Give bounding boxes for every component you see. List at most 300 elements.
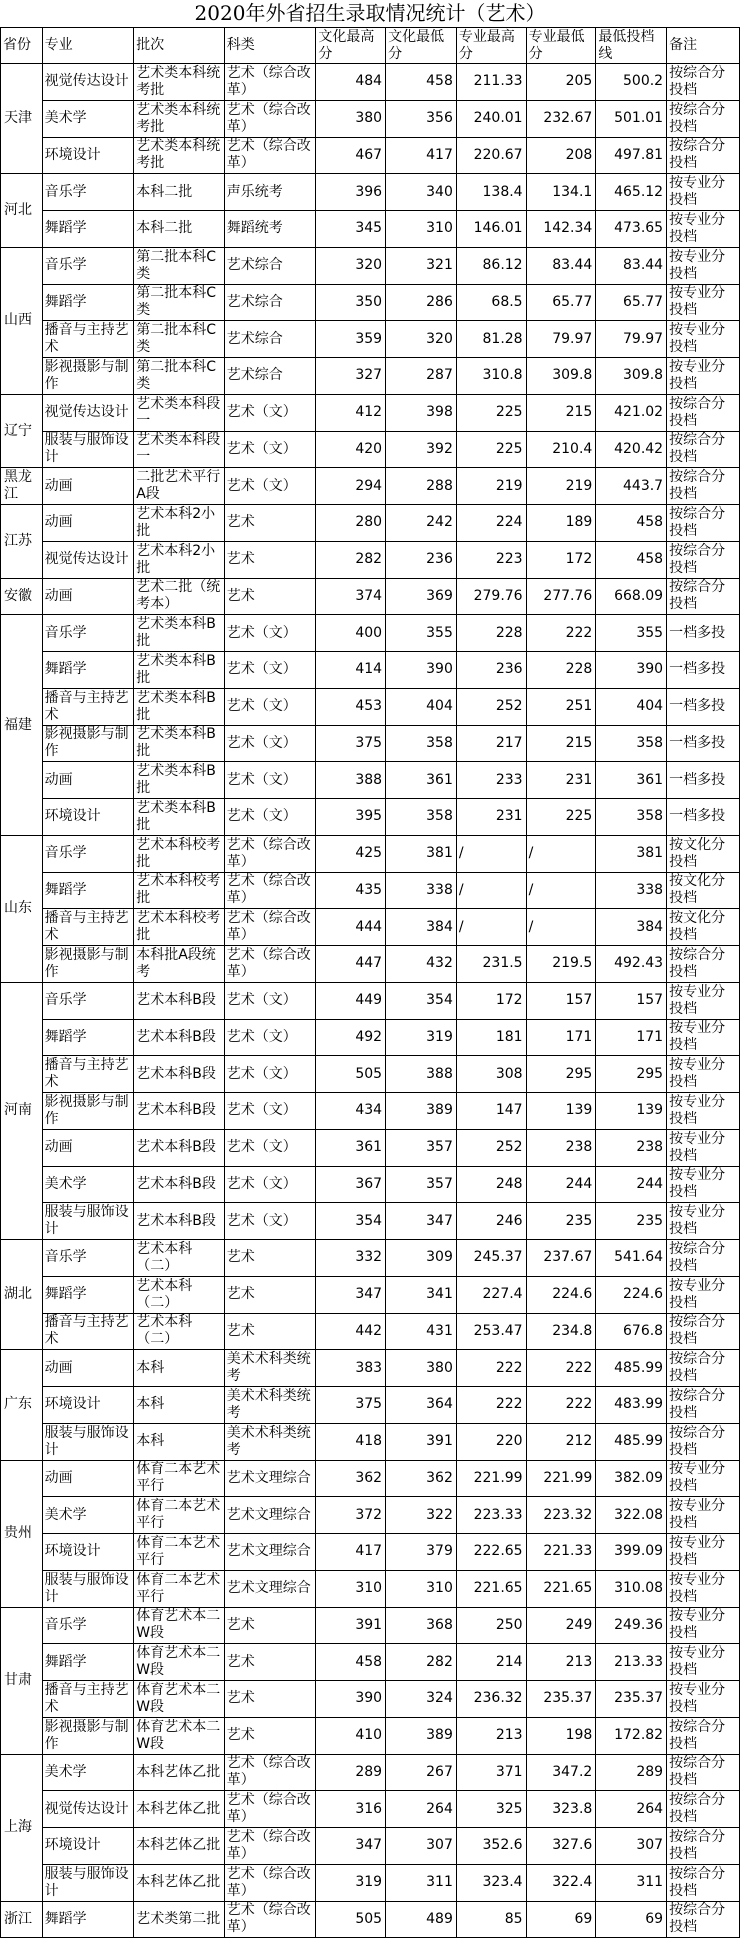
remark-cell: 一档多投 <box>667 762 740 799</box>
table-row <box>1 1754 740 1791</box>
major-min-cell: 69 <box>526 1901 596 1938</box>
batch-cell: 艺术本科B段 <box>134 1019 225 1056</box>
remark-cell: 按综合分投档 <box>667 578 740 615</box>
province-cell: 山西 <box>1 247 43 394</box>
remark-cell: 按专业分投档 <box>667 211 740 248</box>
major-min-cell: 142.34 <box>526 211 596 248</box>
min-line-cell: 485.99 <box>596 1350 667 1387</box>
major-min-cell: 134.1 <box>526 174 596 211</box>
major-cell: 舞蹈学 <box>42 872 134 909</box>
major-cell: 影视摄影与制作 <box>42 358 134 395</box>
min-line-cell: 465.12 <box>596 174 667 211</box>
major-max-cell: 68.5 <box>456 284 526 321</box>
min-line-cell: 235 <box>596 1203 667 1240</box>
batch-cell: 本科艺体乙批 <box>134 1791 225 1828</box>
province-cell: 天津 <box>1 64 43 174</box>
culture-max-cell: 417 <box>316 1534 386 1571</box>
table-row <box>1 1497 740 1534</box>
table-row <box>1 1166 740 1203</box>
culture-max-cell: 367 <box>316 1166 386 1203</box>
major-cell: 动画 <box>42 762 134 799</box>
min-line-cell: 390 <box>596 652 667 689</box>
culture-max-cell: 280 <box>316 505 386 542</box>
category-cell: 艺术（综合改革） <box>224 872 316 909</box>
min-line-cell: 249.36 <box>596 1607 667 1644</box>
culture-min-cell: 381 <box>386 835 457 872</box>
table-row <box>1 1240 740 1277</box>
category-cell: 艺术 <box>224 578 316 615</box>
major-min-cell: 224.6 <box>526 1276 596 1313</box>
culture-max-cell: 319 <box>316 1864 386 1901</box>
culture-min-cell: 417 <box>386 137 457 174</box>
remark-cell: 按专业分投档 <box>667 1203 740 1240</box>
batch-cell: 艺术类本科B批 <box>134 615 225 652</box>
remark-cell: 按综合分投档 <box>667 137 740 174</box>
table-row <box>1 1534 740 1571</box>
batch-cell: 艺术本科2小批 <box>134 541 225 578</box>
major-cell: 音乐学 <box>42 247 134 284</box>
table-row <box>1 174 740 211</box>
major-max-cell: 252 <box>456 688 526 725</box>
major-cell: 播音与主持艺术 <box>42 688 134 725</box>
category-cell: 舞蹈统考 <box>224 211 316 248</box>
category-cell: 艺术（综合改革） <box>224 946 316 983</box>
batch-cell: 本科 <box>134 1423 225 1460</box>
batch-cell: 艺术类本科B批 <box>134 762 225 799</box>
major-max-cell: 310.8 <box>456 358 526 395</box>
table-row <box>1 1460 740 1497</box>
table-row <box>1 1423 740 1460</box>
category-cell: 艺术 <box>224 1276 316 1313</box>
category-cell: 艺术 <box>224 505 316 542</box>
major-min-cell: 79.97 <box>526 321 596 358</box>
min-line-cell: 473.65 <box>596 211 667 248</box>
major-max-cell: 222 <box>456 1387 526 1424</box>
culture-min-cell: 341 <box>386 1276 457 1313</box>
table-row <box>1 1093 740 1130</box>
table-row <box>1 541 740 578</box>
min-line-cell: 358 <box>596 725 667 762</box>
category-cell: 艺术（文） <box>224 1203 316 1240</box>
major-min-cell: / <box>526 835 596 872</box>
batch-cell: 艺术本科（二） <box>134 1240 225 1277</box>
major-cell: 舞蹈学 <box>42 284 134 321</box>
major-cell: 动画 <box>42 1460 134 1497</box>
table-row <box>1 872 740 909</box>
batch-cell: 艺术本科校考批 <box>134 909 225 946</box>
remark-cell: 按综合分投档 <box>667 1828 740 1865</box>
min-line-cell: 310.08 <box>596 1570 667 1607</box>
major-max-cell: 236 <box>456 652 526 689</box>
batch-cell: 本科二批 <box>134 174 225 211</box>
category-cell: 声乐统考 <box>224 174 316 211</box>
culture-min-cell: 340 <box>386 174 457 211</box>
category-cell: 艺术（综合改革） <box>224 137 316 174</box>
culture-max-cell: 388 <box>316 762 386 799</box>
major-cell: 播音与主持艺术 <box>42 321 134 358</box>
major-min-cell: 212 <box>526 1423 596 1460</box>
batch-cell: 艺术本科B段 <box>134 982 225 1019</box>
remark-cell: 按综合分投档 <box>667 431 740 468</box>
table-row <box>1 725 740 762</box>
min-line-cell: 264 <box>596 1791 667 1828</box>
culture-max-cell: 350 <box>316 284 386 321</box>
remark-cell: 按综合分投档 <box>667 505 740 542</box>
culture-max-cell: 359 <box>316 321 386 358</box>
batch-cell: 艺术本科B段 <box>134 1203 225 1240</box>
major-max-cell: 146.01 <box>456 211 526 248</box>
batch-cell: 艺术本科B段 <box>134 1056 225 1093</box>
culture-max-cell: 449 <box>316 982 386 1019</box>
major-max-cell: 227.4 <box>456 1276 526 1313</box>
province-cell: 甘肃 <box>1 1607 43 1754</box>
major-cell: 动画 <box>42 1350 134 1387</box>
culture-min-cell: 324 <box>386 1681 457 1718</box>
culture-max-cell: 310 <box>316 1570 386 1607</box>
major-cell: 美术学 <box>42 1166 134 1203</box>
major-min-cell: 222 <box>526 615 596 652</box>
table-row <box>1 1387 740 1424</box>
culture-max-cell: 396 <box>316 174 386 211</box>
culture-max-cell: 316 <box>316 1791 386 1828</box>
remark-cell: 按综合分投档 <box>667 1240 740 1277</box>
culture-min-cell: 364 <box>386 1387 457 1424</box>
category-cell: 艺术（文） <box>224 1093 316 1130</box>
min-line-cell: 361 <box>596 762 667 799</box>
table-row <box>1 652 740 689</box>
major-cell: 动画 <box>42 468 134 505</box>
category-cell: 艺术（文） <box>224 1166 316 1203</box>
min-line-cell: 311 <box>596 1864 667 1901</box>
culture-max-cell: 374 <box>316 578 386 615</box>
table-row <box>1 1313 740 1350</box>
province-cell: 湖北 <box>1 1240 43 1350</box>
category-cell: 艺术 <box>224 1607 316 1644</box>
batch-cell: 本科艺体乙批 <box>134 1828 225 1865</box>
major-cell: 环境设计 <box>42 1534 134 1571</box>
remark-cell: 按综合分投档 <box>667 1754 740 1791</box>
category-cell: 艺术（综合改革） <box>224 1864 316 1901</box>
remark-cell: 按专业分投档 <box>667 1644 740 1681</box>
min-line-cell: 501.01 <box>596 100 667 137</box>
province-cell: 广东 <box>1 1350 43 1460</box>
table-row <box>1 1681 740 1718</box>
major-cell: 影视摄影与制作 <box>42 946 134 983</box>
batch-cell: 体育艺术本二W段 <box>134 1644 225 1681</box>
major-cell: 舞蹈学 <box>42 652 134 689</box>
major-cell: 播音与主持艺术 <box>42 1313 134 1350</box>
major-cell: 舞蹈学 <box>42 211 134 248</box>
min-line-cell: 381 <box>596 835 667 872</box>
category-cell: 艺术（文） <box>224 468 316 505</box>
major-min-cell: 295 <box>526 1056 596 1093</box>
remark-cell: 按专业分投档 <box>667 174 740 211</box>
major-cell: 服装与服饰设计 <box>42 431 134 468</box>
major-cell: 音乐学 <box>42 615 134 652</box>
major-min-cell: 219.5 <box>526 946 596 983</box>
category-cell: 艺术（综合改革） <box>224 1754 316 1791</box>
major-cell: 美术学 <box>42 1754 134 1791</box>
remark-cell: 按专业分投档 <box>667 1093 740 1130</box>
category-cell: 艺术文理综合 <box>224 1460 316 1497</box>
culture-max-cell: 347 <box>316 1828 386 1865</box>
table-row <box>1 1570 740 1607</box>
culture-min-cell: 390 <box>386 652 457 689</box>
culture-max-cell: 400 <box>316 615 386 652</box>
table-row <box>1 431 740 468</box>
table-title: 2020年外省招生录取情况统计（艺术） <box>194 1 546 25</box>
category-cell: 艺术 <box>224 1240 316 1277</box>
major-max-cell: 253.47 <box>456 1313 526 1350</box>
culture-min-cell: 264 <box>386 1791 457 1828</box>
major-min-cell: 222 <box>526 1387 596 1424</box>
major-min-cell: 139 <box>526 1093 596 1130</box>
remark-cell: 按专业分投档 <box>667 1276 740 1313</box>
min-line-cell: 295 <box>596 1056 667 1093</box>
batch-cell: 二批艺术平行A段 <box>134 468 225 505</box>
category-cell: 美术术科类统考 <box>224 1387 316 1424</box>
table-row <box>1 64 740 101</box>
remark-cell: 按综合分投档 <box>667 1717 740 1754</box>
major-min-cell: 222 <box>526 1350 596 1387</box>
major-cell: 播音与主持艺术 <box>42 1056 134 1093</box>
culture-max-cell: 332 <box>316 1240 386 1277</box>
table-row <box>1 578 740 615</box>
major-min-cell: / <box>526 872 596 909</box>
min-line-cell: 541.64 <box>596 1240 667 1277</box>
header-min-line: 最低投档线 <box>596 28 667 64</box>
remark-cell: 按综合分投档 <box>667 1864 740 1901</box>
category-cell: 艺术（综合改革） <box>224 909 316 946</box>
culture-max-cell: 372 <box>316 1497 386 1534</box>
batch-cell: 第二批本科C类 <box>134 284 225 321</box>
batch-cell: 体育艺术本二W段 <box>134 1607 225 1644</box>
major-max-cell: 214 <box>456 1644 526 1681</box>
min-line-cell: 358 <box>596 799 667 836</box>
table-row <box>1 284 740 321</box>
category-cell: 艺术（文） <box>224 1056 316 1093</box>
culture-min-cell: 338 <box>386 872 457 909</box>
category-cell: 艺术（文） <box>224 615 316 652</box>
table-row <box>1 688 740 725</box>
remark-cell: 一档多投 <box>667 652 740 689</box>
culture-max-cell: 420 <box>316 431 386 468</box>
category-cell: 艺术（文） <box>224 688 316 725</box>
header-category: 科类 <box>224 28 316 64</box>
major-max-cell: 250 <box>456 1607 526 1644</box>
batch-cell: 艺术类第二批 <box>134 1901 225 1938</box>
header-row <box>1 28 740 64</box>
major-min-cell: 232.67 <box>526 100 596 137</box>
culture-min-cell: 358 <box>386 799 457 836</box>
min-line-cell: 83.44 <box>596 247 667 284</box>
table-row <box>1 358 740 395</box>
table-row <box>1 1203 740 1240</box>
culture-min-cell: 287 <box>386 358 457 395</box>
major-max-cell: 220.67 <box>456 137 526 174</box>
culture-min-cell: 319 <box>386 1019 457 1056</box>
major-min-cell: 210.4 <box>526 431 596 468</box>
category-cell: 艺术 <box>224 1644 316 1681</box>
culture-max-cell: 467 <box>316 137 386 174</box>
category-cell: 艺术（文） <box>224 1019 316 1056</box>
header-major-max: 专业最高分 <box>456 28 526 64</box>
major-min-cell: 225 <box>526 799 596 836</box>
culture-min-cell: 307 <box>386 1828 457 1865</box>
batch-cell: 艺术类本科B批 <box>134 652 225 689</box>
major-cell: 服装与服饰设计 <box>42 1203 134 1240</box>
min-line-cell: 399.09 <box>596 1534 667 1571</box>
province-cell: 安徽 <box>1 578 43 615</box>
major-min-cell: 172 <box>526 541 596 578</box>
min-line-cell: 443.7 <box>596 468 667 505</box>
culture-max-cell: 505 <box>316 1901 386 1938</box>
culture-min-cell: 357 <box>386 1129 457 1166</box>
major-cell: 环境设计 <box>42 137 134 174</box>
category-cell: 艺术综合 <box>224 358 316 395</box>
major-min-cell: 277.76 <box>526 578 596 615</box>
category-cell: 艺术（综合改革） <box>224 1828 316 1865</box>
category-cell: 艺术综合 <box>224 247 316 284</box>
batch-cell: 本科 <box>134 1350 225 1387</box>
batch-cell: 艺术本科（二） <box>134 1276 225 1313</box>
major-max-cell: 221.99 <box>456 1460 526 1497</box>
category-cell: 美术术科类统考 <box>224 1423 316 1460</box>
batch-cell: 艺术类本科统考批 <box>134 137 225 174</box>
province-cell: 浙江 <box>1 1901 43 1938</box>
category-cell: 艺术文理综合 <box>224 1570 316 1607</box>
remark-cell: 按综合分投档 <box>667 394 740 431</box>
category-cell: 艺术 <box>224 541 316 578</box>
header-province: 省份 <box>1 28 43 64</box>
province-cell: 贵州 <box>1 1460 43 1607</box>
culture-max-cell: 391 <box>316 1607 386 1644</box>
table-row <box>1 1864 740 1901</box>
major-min-cell: 234.8 <box>526 1313 596 1350</box>
major-cell: 影视摄影与制作 <box>42 1093 134 1130</box>
batch-cell: 艺术二批（统考本） <box>134 578 225 615</box>
culture-min-cell: 388 <box>386 1056 457 1093</box>
category-cell: 艺术 <box>224 1717 316 1754</box>
culture-min-cell: 288 <box>386 468 457 505</box>
table-row <box>1 982 740 1019</box>
min-line-cell: 171 <box>596 1019 667 1056</box>
min-line-cell: 289 <box>596 1754 667 1791</box>
culture-max-cell: 447 <box>316 946 386 983</box>
culture-max-cell: 380 <box>316 100 386 137</box>
batch-cell: 艺术类本科段一 <box>134 394 225 431</box>
major-min-cell: 323.8 <box>526 1791 596 1828</box>
min-line-cell: 668.09 <box>596 578 667 615</box>
culture-min-cell: 321 <box>386 247 457 284</box>
min-line-cell: 309.8 <box>596 358 667 395</box>
remark-cell: 按综合分投档 <box>667 100 740 137</box>
major-cell: 音乐学 <box>42 1240 134 1277</box>
province-cell: 山东 <box>1 835 43 982</box>
remark-cell: 按专业分投档 <box>667 1460 740 1497</box>
major-max-cell: 181 <box>456 1019 526 1056</box>
culture-min-cell: 379 <box>386 1534 457 1571</box>
remark-cell: 按专业分投档 <box>667 358 740 395</box>
admission-table <box>0 27 740 1938</box>
major-max-cell: 323.4 <box>456 1864 526 1901</box>
table-row <box>1 321 740 358</box>
major-cell: 音乐学 <box>42 174 134 211</box>
culture-min-cell: 311 <box>386 1864 457 1901</box>
culture-min-cell: 392 <box>386 431 457 468</box>
table-row <box>1 1019 740 1056</box>
culture-max-cell: 418 <box>316 1423 386 1460</box>
culture-max-cell: 320 <box>316 247 386 284</box>
culture-max-cell: 434 <box>316 1093 386 1130</box>
major-min-cell: 235.37 <box>526 1681 596 1718</box>
major-max-cell: 231 <box>456 799 526 836</box>
table-row <box>1 1056 740 1093</box>
major-max-cell: 308 <box>456 1056 526 1093</box>
batch-cell: 艺术本科（二） <box>134 1313 225 1350</box>
major-min-cell: 347.2 <box>526 1754 596 1791</box>
culture-max-cell: 354 <box>316 1203 386 1240</box>
category-cell: 艺术综合 <box>224 284 316 321</box>
category-cell: 艺术（综合改革） <box>224 1791 316 1828</box>
major-min-cell: 189 <box>526 505 596 542</box>
culture-max-cell: 327 <box>316 358 386 395</box>
major-min-cell: 157 <box>526 982 596 1019</box>
province-cell: 辽宁 <box>1 394 43 468</box>
category-cell: 艺术文理综合 <box>224 1534 316 1571</box>
culture-min-cell: 357 <box>386 1166 457 1203</box>
batch-cell: 艺术本科校考批 <box>134 872 225 909</box>
batch-cell: 艺术类本科B批 <box>134 725 225 762</box>
batch-cell: 艺术类本科段一 <box>134 431 225 468</box>
batch-cell: 本科艺体乙批 <box>134 1754 225 1791</box>
batch-cell: 艺术类本科B批 <box>134 799 225 836</box>
culture-min-cell: 356 <box>386 100 457 137</box>
major-cell: 环境设计 <box>42 1828 134 1865</box>
major-max-cell: 81.28 <box>456 321 526 358</box>
major-max-cell: 138.4 <box>456 174 526 211</box>
culture-max-cell: 375 <box>316 1387 386 1424</box>
major-max-cell: 225 <box>456 394 526 431</box>
batch-cell: 艺术类本科B批 <box>134 688 225 725</box>
batch-cell: 艺术本科2小批 <box>134 505 225 542</box>
batch-cell: 艺术本科B段 <box>134 1129 225 1166</box>
major-max-cell: 219 <box>456 468 526 505</box>
culture-max-cell: 505 <box>316 1056 386 1093</box>
major-min-cell: 251 <box>526 688 596 725</box>
major-max-cell: 240.01 <box>456 100 526 137</box>
major-max-cell: 352.6 <box>456 1828 526 1865</box>
major-cell: 播音与主持艺术 <box>42 1681 134 1718</box>
major-cell: 视觉传达设计 <box>42 394 134 431</box>
major-max-cell: 220 <box>456 1423 526 1460</box>
culture-max-cell: 362 <box>316 1460 386 1497</box>
batch-cell: 本科 <box>134 1387 225 1424</box>
batch-cell: 体育二本艺术平行 <box>134 1570 225 1607</box>
major-cell: 环境设计 <box>42 799 134 836</box>
culture-max-cell: 289 <box>316 1754 386 1791</box>
table-row <box>1 946 740 983</box>
remark-cell: 按综合分投档 <box>667 1313 740 1350</box>
culture-max-cell: 458 <box>316 1644 386 1681</box>
batch-cell: 艺术类本科统考批 <box>134 64 225 101</box>
major-max-cell: 85 <box>456 1901 526 1938</box>
culture-max-cell: 375 <box>316 725 386 762</box>
category-cell: 艺术（文） <box>224 394 316 431</box>
min-line-cell: 485.99 <box>596 1423 667 1460</box>
major-max-cell: / <box>456 909 526 946</box>
major-min-cell: 171 <box>526 1019 596 1056</box>
